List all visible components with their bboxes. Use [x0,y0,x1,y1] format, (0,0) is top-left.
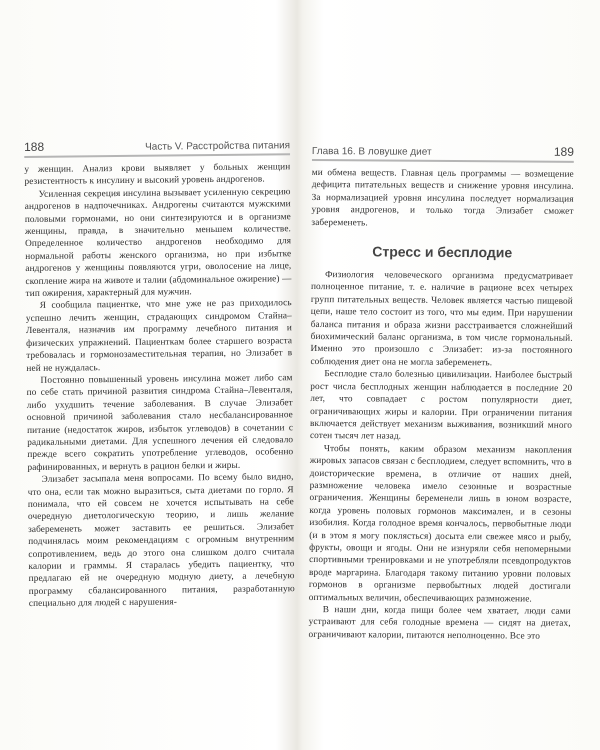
paragraph: Бесплодие стало болезнью цивилизации. Наиболее быстрый рост числа бесплодных женщин наблюдается в последние 20 лет, что совпадает с ростом популярности диет, ограничивающих жиры и калории. При ограничении питания включается действует механизм выживания, возникший много сотен тысяч лет назад. [309,369,573,442]
left-page [24,137,296,720]
section-heading: Стресс и бесплодие [372,243,513,261]
paragraph: у женщин. Анализ крови выявляет у больных женщин резистентность к инсулину и высокий уровень андрогенов. [24,162,291,188]
paragraph: Элизабет засыпала меня вопросами. По всему было видно, что она, если так можно выразиться, сыта диетами по горло. Я понимала, что ей совсем не хочется испытывать на себе очередную диетологическую теорию, и лишь желание забеременеть может заставить ее решиться. Элизабет подчинялась моим рекомендациям с огромным внутренним сопротивлением, ведь до этого она слишком долго считала калории и граммы. Я старалась убедить пациентку, что предлагаю ей не очередную модную диету, а лечебную программу сбалансированного питания, разработанную специально для людей с нарушения- [27,472,295,610]
paragraph: Чтобы понять, каким образом механизм накопления жировых запасов связан с бесплодием, следует вспомнить, что в доисторические времена, в отличие от наших дней, размножение человека имело сезонные и возрастные ограничения. Женщины беременели лишь в юном возрасте, когда уровень половых гормонов максимален, и в сезоны изобилия. Когда голодное время кончалось, первобытные люди (и в этом я могу поклясться) досыта ели свежее мясо и рыбу, фрукты, овощи и ягоды. Они не изнуряли себя непомерными спортивными тренировками и не употребляли псевдопродуктов вроде маргарина. Благодаря такому питанию уровни половых гормонов в организме первобытных людей достигали оптимальных величин, обеспечивающих размножение. [308,443,572,605]
page-number-right: 189 [553,144,574,159]
paragraph: Я сообщила пациентке, что мне уже не раз приходилось успешно лечить женщин, страдающих синдромом Стайна–Левенталя, назначив им программу лечебного питания и физических упражнений. Пациенткам более старшего возраста требовалась и гормонозаместительная терапия, но Элизабет в ней не нуждалась. [25,298,293,374]
running-head-title-right: Глава 16. В ловушке диет [311,145,432,158]
running-head-right [312,143,574,163]
paragraph: Физиология человеческого организма предусматривает полноценное питание, т. е. наличие в рационе всех четырех групп питательных веществ. Человек является частью пищевой цепи, наше тело состоит из того, что мы едим. При нарушении баланса питания и образа жизни расстраивается сложнейший биохимический баланс организма, в том числе гормональный. Именно это произошло с Элизабет: из-за постоянного соблюдения диет она не могла забеременеть. [310,270,574,369]
right-page [308,143,574,725]
paragraph: Усиленная секреция инсулина вызывает усиленную секрецию андрогенов в надпочечниках. Андрогены считаются мужскими половыми гормонами, но они синтезируются и в организме женщины, правда, в значительно меньшем количестве. Определенное количество андрогенов необходимо для нормальной работы женского организма, но при избытке андрогенов у женщины появляются угри, оволосение на лице, скопление жира на животе и талии (абдоминальное ожирение) — тип ожирения, характерный для мужчин. [24,187,292,300]
paragraph: Постоянно повышенный уровень инсулина может либо сам по себе стать причиной развития синдрома Стайна–Левенталя, либо ухудшить течение заболевания. В случае Элизабет основной причиной заболевания стало несбалансированное питание (недостаток жиров, избыток углеводов) в сочетании с радикальными диетами. Для успешного лечения ей следовало прежде всего сократить употребление углеводов, особенно рафинированных, и вернуть в рацион белки и жиры. [26,373,294,473]
page-number-left: 188 [24,139,45,154]
running-head-title-left: Часть V. Расстройства питания [145,140,291,153]
right-page-body [309,167,574,643]
paragraph: В наши дни, когда пищи более чем хватает, люди сами устраивают для себя голодные времена — сидят на диетах, ограничивают калории, питаются неполноценно. Все это [308,605,571,642]
left-page-body [24,161,295,610]
running-head-left [24,137,290,158]
paragraph: ми обмена веществ. Главная цель программы — возмещение дефицита питательных веществ и снижение уровня инсулина. За нормализацией уровня инсулина последует нормализация уровня андрогенов, и только тогда Элизабет сможет забеременеть. [311,167,574,229]
